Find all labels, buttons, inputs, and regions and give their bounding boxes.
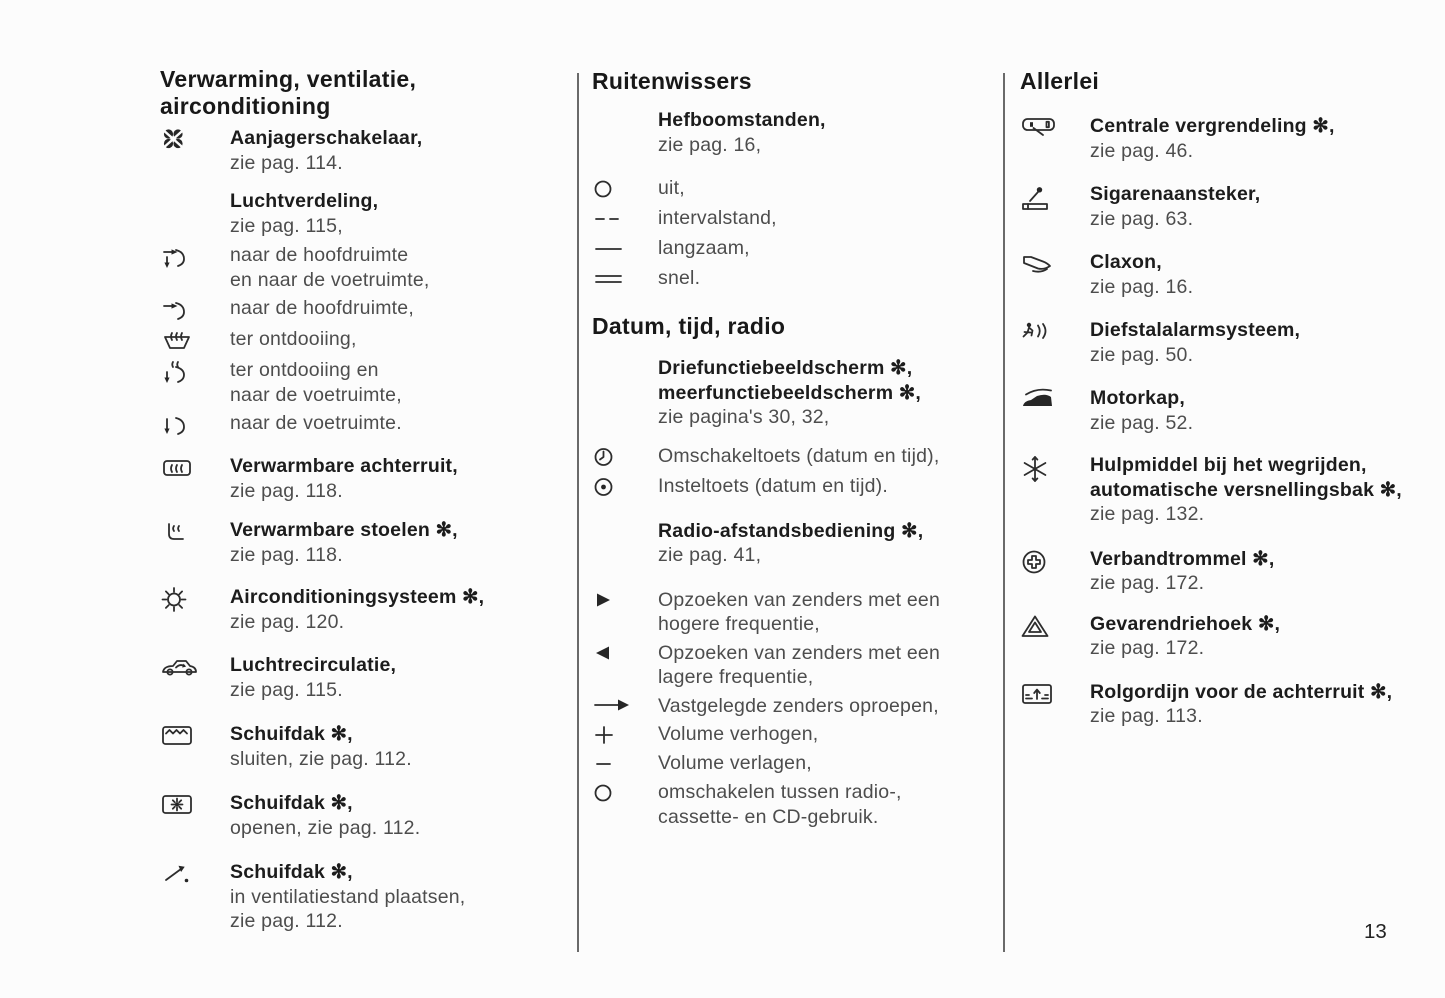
air-head-icon [160, 296, 230, 323]
heated-rear-window-icon [160, 454, 230, 481]
entry-line: lagere frequentie, [658, 666, 814, 688]
section-heading: Allerlei [1020, 68, 1100, 94]
air-conditioning-icon [160, 585, 230, 614]
entry-text [230, 358, 570, 407]
legend-entry [160, 454, 570, 503]
seek-up-icon [592, 588, 658, 611]
legend-entry [1020, 114, 1440, 163]
legend-entry [160, 791, 570, 840]
bonnet-icon [1020, 386, 1090, 409]
entry-title: Sigarenaansteker, [1090, 183, 1261, 205]
entry-title: Rolgordijn voor de achterruit ✻, [1090, 680, 1393, 703]
legend-entry [160, 518, 570, 567]
air-foot-icon [160, 411, 230, 438]
entry-text [658, 444, 996, 469]
entry-text [230, 411, 570, 436]
section-heading: Ruitenwissers [592, 68, 752, 94]
entry-text [658, 266, 996, 291]
entry-line: naar de hoofdruimte [230, 244, 409, 266]
entry-title: Schuifdak ✻, [230, 792, 353, 814]
entry-text [1090, 453, 1440, 527]
entry-page-ref: zie pag. 50. [1090, 343, 1194, 366]
entry-title: Hulpmiddel bij het wegrijden, [1090, 454, 1367, 476]
legend-entry [592, 641, 996, 690]
column-divider [577, 73, 579, 952]
entry-line: Volume verlagen, [658, 752, 812, 774]
entry-page-ref: zie pag. 112. [230, 910, 343, 932]
wiper-slow-icon [592, 236, 658, 261]
entry-title: Schuifdak ✻, [230, 861, 353, 883]
central-locking-icon [1020, 114, 1090, 143]
entry-title: Aanjagerschakelaar, [230, 127, 423, 149]
entry-page-ref: zie pag. 63. [1090, 207, 1194, 230]
entry-text [658, 722, 996, 747]
legend-entry [160, 296, 570, 323]
entry-text [230, 126, 570, 175]
defrost-windshield-icon [160, 327, 230, 354]
entry-line: hogere frequentie, [658, 613, 820, 635]
warning-triangle-icon [1020, 612, 1090, 639]
entry-title: Airconditioningsysteem ✻, [230, 586, 485, 608]
entry-text [230, 518, 570, 567]
legend-entry [160, 189, 570, 238]
entry-line: Omschakeltoets (datum en tijd), [658, 444, 940, 467]
entry-text [230, 243, 570, 292]
entry-line: naar de voetruimte, [230, 383, 402, 406]
section-heading: Datum, tijd, radio [592, 313, 786, 339]
entry-text [1090, 386, 1440, 435]
heading-line: airconditioning [160, 93, 331, 119]
entry-page-ref: openen, zie pag. 112. [230, 816, 421, 839]
clock-icon [592, 444, 658, 469]
entry-text [658, 780, 996, 829]
icon-spacer [592, 519, 658, 520]
legend-entry [592, 780, 996, 829]
entry-title: meerfunctiebeeldscherm ✻, [658, 381, 922, 404]
entry-line: langzaam, [658, 237, 750, 259]
entry-title: Diefstalalarmsysteem, [1090, 319, 1301, 341]
legend-entry [160, 722, 570, 771]
air-recirculation-icon [160, 653, 230, 678]
entry-text [658, 751, 996, 776]
entry-text [230, 327, 570, 352]
entry-text [658, 474, 996, 499]
entry-line: Volume verhogen, [658, 723, 819, 745]
entry-title: Radio-afstandsbediening ✻, [658, 519, 924, 542]
entry-line: intervalstand, [658, 207, 777, 229]
wiper-off-icon [592, 176, 658, 201]
entry-text [658, 108, 996, 157]
entry-line: in ventilatiestand plaatsen, [230, 885, 466, 908]
legend-entry [592, 108, 996, 157]
legend-entry [160, 653, 570, 702]
entry-line: Opzoeken van zenders met een [658, 641, 941, 664]
entry-title: Gevarendriehoek ✻, [1090, 612, 1281, 635]
wiper-fast-icon [592, 266, 658, 291]
entry-page-ref: zie pag. 118. [230, 543, 343, 566]
entry-page-ref: zie pag. 16. [1090, 275, 1194, 298]
preset-arrow-icon [592, 694, 658, 715]
entry-page-ref: zie pag. 46. [1090, 139, 1194, 162]
entry-page-ref: sluiten, zie pag. 112. [230, 747, 412, 770]
entry-title: Verbandtrommel ✻, [1090, 547, 1275, 570]
legend-entry [160, 358, 570, 407]
heading-line: Verwarming, ventilatie, [160, 66, 417, 92]
legend-entry [160, 327, 570, 354]
volume-down-icon [592, 751, 658, 776]
entry-page-ref: zie pag. 172. [1090, 572, 1205, 594]
entry-line: Insteltoets (datum en tijd). [658, 474, 888, 497]
entry-text [230, 860, 570, 934]
entry-page-ref: zie pag. 113. [1090, 705, 1203, 727]
legend-entry [160, 585, 570, 634]
legend-entry [1020, 386, 1440, 435]
sunroof-close-icon [160, 722, 230, 747]
legend-entry [592, 356, 996, 430]
sunroof-open-icon [160, 791, 230, 816]
legend-entry [592, 474, 996, 499]
entry-title: Luchtverdeling, [230, 190, 379, 212]
legend-entry [592, 444, 996, 469]
seek-down-icon [592, 641, 658, 664]
entry-page-ref: zie pag. 118. [230, 479, 343, 502]
defrost-foot-icon [160, 358, 230, 385]
entry-text [1090, 114, 1440, 163]
entry-text [1090, 250, 1440, 299]
cigarette-lighter-icon [1020, 182, 1090, 211]
entry-text [1090, 318, 1440, 367]
entry-line: naar de voetruimte. [230, 412, 402, 434]
icon-spacer [592, 108, 658, 109]
entry-title: Motorkap, [1090, 387, 1185, 409]
legend-entry [592, 588, 996, 637]
heated-seats-icon [160, 518, 230, 547]
entry-page-ref: zie pag. 132. [1090, 503, 1205, 525]
air-head-foot-icon [160, 243, 230, 270]
entry-title: automatische versnellingsbak ✻, [1090, 478, 1402, 501]
entry-page-ref: zie pag. 120. [230, 610, 345, 633]
entry-text [1090, 547, 1440, 596]
wiper-interval-icon [592, 206, 658, 231]
legend-entry [592, 176, 996, 201]
entry-line: naar de hoofdruimte, [230, 297, 414, 319]
legend-entry [1020, 680, 1440, 729]
legend-entry [592, 722, 996, 747]
legend-entry [160, 860, 570, 934]
entry-text [1090, 680, 1440, 729]
icon-spacer [592, 356, 658, 357]
legend-entry [160, 411, 570, 438]
rear-blind-icon [1020, 680, 1090, 707]
entry-text [230, 791, 570, 840]
entry-text [230, 653, 570, 702]
entry-text [230, 722, 570, 771]
set-dial-icon [592, 474, 658, 499]
entry-line: omschakelen tussen radio-, [658, 781, 902, 803]
entry-title: Verwarmbare stoelen ✻, [230, 519, 458, 541]
icon-spacer [160, 189, 230, 190]
column-heating-ventilation [160, 66, 570, 934]
horn-icon [1020, 250, 1090, 275]
legend-entry [592, 206, 996, 231]
column-wipers-radio [592, 68, 996, 829]
entry-title: Driefunctiebeeldscherm ✻, [658, 357, 913, 379]
legend-entry [592, 236, 996, 261]
volume-up-icon [592, 722, 658, 747]
entry-page-ref: zie pag. 172. [1090, 637, 1205, 659]
entry-text [1090, 612, 1440, 661]
entry-text [658, 176, 996, 201]
section-heading [160, 66, 570, 120]
entry-title: Schuifdak ✻, [230, 723, 353, 745]
entry-text [658, 236, 996, 261]
legend-entry [1020, 547, 1440, 596]
entry-text [230, 454, 570, 503]
legend-entry [1020, 182, 1440, 231]
entry-page-ref: zie pag. 41, [658, 544, 762, 566]
entry-text [658, 519, 996, 568]
legend-entry [1020, 612, 1440, 661]
legend-entry [592, 694, 996, 719]
entry-text [658, 588, 996, 637]
entry-title: Luchtrecirculatie, [230, 654, 397, 676]
legend-entry [592, 266, 996, 291]
mode-icon [592, 780, 658, 805]
entry-page-ref: zie pag. 16, [658, 133, 762, 156]
entry-line: snel. [658, 267, 701, 289]
entry-line: uit, [658, 177, 685, 199]
entry-text [658, 641, 996, 690]
entry-page-ref: zie pag. 115. [230, 678, 343, 701]
entry-page-ref: zie pagina's 30, 32, [658, 406, 830, 428]
entry-line: ter ontdooiing en [230, 359, 379, 381]
entry-page-ref: zie pag. 52. [1090, 411, 1194, 434]
entry-text [230, 585, 570, 634]
entry-title: Claxon, [1090, 251, 1162, 273]
first-aid-icon [1020, 547, 1090, 576]
entry-line: Vastgelegde zenders oproepen, [658, 694, 939, 717]
entry-title: Hefboomstanden, [658, 109, 826, 131]
entry-line: cassette- en CD-gebruik. [658, 805, 879, 828]
legend-entry [592, 519, 996, 568]
snowflake-icon [1020, 453, 1090, 484]
entry-text [658, 356, 996, 430]
entry-text [230, 189, 570, 238]
legend-entry [160, 243, 570, 292]
legend-entry [160, 126, 570, 175]
column-miscellaneous [1020, 68, 1440, 729]
entry-line: Opzoeken van zenders met een [658, 588, 941, 611]
entry-text [658, 694, 996, 719]
entry-title: Verwarmbare achterruit, [230, 455, 458, 477]
sunroof-tilt-icon [160, 860, 230, 885]
column-divider [1003, 73, 1005, 952]
entry-line: en naar de voetruimte, [230, 268, 430, 291]
fan-icon [160, 126, 230, 151]
entry-page-ref: zie pag. 114. [230, 151, 343, 174]
legend-entry [592, 751, 996, 776]
legend-entry [1020, 250, 1440, 299]
legend-entry [1020, 453, 1440, 527]
legend-entry [1020, 318, 1440, 367]
entry-title: Centrale vergrendeling ✻, [1090, 115, 1335, 137]
entry-page-ref: zie pag. 115, [230, 214, 343, 237]
entry-line: ter ontdooiing, [230, 328, 357, 350]
page-number: 13 [1364, 920, 1387, 943]
entry-text [230, 296, 570, 321]
entry-text [1090, 182, 1440, 231]
theft-alarm-icon [1020, 318, 1090, 347]
entry-text [658, 206, 996, 231]
